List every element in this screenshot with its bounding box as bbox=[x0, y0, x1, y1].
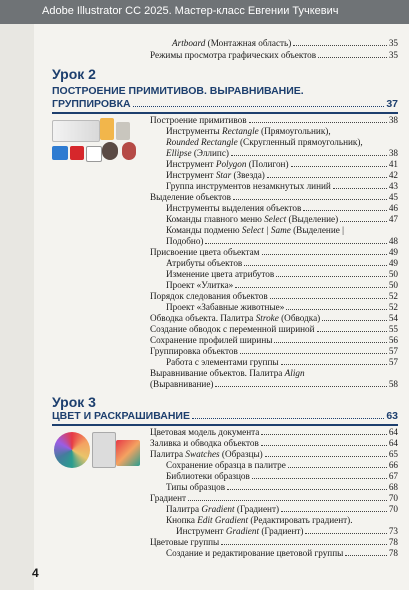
toc-entry: Rounded Rectangle (Скругленный прямоугольник), bbox=[166, 137, 363, 147]
toc-entry: Инструмент Star (Звезда) 42 bbox=[166, 170, 398, 180]
toc-entry: Группировка объектов 57 bbox=[150, 346, 398, 356]
lesson-2-rule bbox=[52, 112, 398, 114]
page-header bbox=[0, 0, 409, 24]
lesson-2-title: ПОСТРОЕНИЕ ПРИМИТИВОВ. ВЫРАВНИВАНИЕ. bbox=[52, 85, 304, 97]
animal-illustration bbox=[122, 142, 136, 160]
toc-entry: Сохранение профилей ширины 56 bbox=[150, 335, 398, 345]
toc-entry: Artboard (Монтажная область) 35 bbox=[172, 38, 398, 48]
page-number: 4 bbox=[32, 566, 39, 580]
toc-entry: Типы образцов 68 bbox=[166, 482, 398, 492]
toc-entry: Инструмент Polygon (Полигон) 41 bbox=[166, 159, 398, 169]
car-illustration bbox=[52, 120, 100, 142]
bird-illustration bbox=[116, 440, 140, 466]
toc-entry: Создание обводок с переменной шириной 55 bbox=[150, 324, 398, 334]
toc-entry: Палитра Swatches (Образцы) 65 bbox=[150, 449, 398, 459]
lesson-2-title-row: ГРУППИРОВКА 37 bbox=[52, 98, 398, 110]
palette-panel-illustration bbox=[92, 432, 116, 468]
toc-entry: Изменение цвета атрибутов 50 bbox=[166, 269, 398, 279]
toc-entry: Работа с элементами группы 57 bbox=[166, 357, 398, 367]
toc-entry: Цветовая модель документа 64 bbox=[150, 427, 398, 437]
toc-entry: Группа инструментов незамкнутых линий 43 bbox=[166, 181, 398, 191]
shape-icon bbox=[70, 146, 84, 160]
toc-entry: Инструменты выделения объектов 46 bbox=[166, 203, 398, 213]
toc-entry: Режимы просмотра графических объектов 35 bbox=[150, 50, 398, 60]
color-flower-illustration bbox=[54, 432, 90, 468]
toc-entry: Палитра Gradient (Градиент) 70 bbox=[166, 504, 398, 514]
toc-entry: Библиотеки образцов 67 bbox=[166, 471, 398, 481]
lesson-3-title-row: ЦВЕТ И РАСКРАШИВАНИЕ 63 bbox=[52, 410, 398, 422]
toc-entry: Ellipse (Эллипс) 38 bbox=[166, 148, 398, 158]
toc-entry: Построение примитивов 38 bbox=[150, 115, 398, 125]
toc-entry: Сохранение образца в палитре 66 bbox=[166, 460, 398, 470]
lesson-3-label: Урок 3 bbox=[52, 394, 96, 410]
lesson-3-rule bbox=[52, 424, 398, 426]
toc-entry: Атрибуты объектов 49 bbox=[166, 258, 398, 268]
toc-entry: Присвоение цвета объектам 49 bbox=[150, 247, 398, 257]
lesson-2-label: Урок 2 bbox=[52, 66, 96, 82]
header-title: Adobe Illustrator CC 2025. Мастер-класс Евгении Тучкевич bbox=[42, 5, 339, 17]
toc-entry: Инструмент Gradient (Градиент) 73 bbox=[176, 526, 398, 536]
toc-entry: Проект «Улитка» 50 bbox=[166, 280, 398, 290]
toc-entry: Заливка и обводка объектов 64 bbox=[150, 438, 398, 448]
toc-entry: Выравнивание объектов. Палитра Align bbox=[150, 368, 305, 378]
shape-icon bbox=[52, 146, 68, 160]
animal-illustration bbox=[102, 142, 118, 160]
toc-entry: Команды подменю Select | Same (Выделение | bbox=[166, 225, 344, 235]
toc-entry: (Выравнивание) 58 bbox=[150, 379, 398, 389]
toc-entry: Кнопка Edit Gradient (Редактировать градиент). bbox=[166, 515, 353, 525]
toc-entry: Обводка объекта. Палитра Stroke (Обводка) 54 bbox=[150, 313, 398, 323]
toc-entry: Создание и редактирование цветовой группы 78 bbox=[166, 548, 398, 558]
toc-entry: Проект «Забавные животные» 52 bbox=[166, 302, 398, 312]
toc-entry: Команды главного меню Select (Выделение) 47 bbox=[166, 214, 398, 224]
toc-entry: Порядок следования объектов 52 bbox=[150, 291, 398, 301]
koala-illustration bbox=[116, 122, 130, 140]
toc-entry: Градиент 70 bbox=[150, 493, 398, 503]
toc-entry: Выделение объектов 45 bbox=[150, 192, 398, 202]
toc-entry: Инструменты Rectangle (Прямоугольник), bbox=[166, 126, 331, 136]
toc-entry: Подобно) 48 bbox=[166, 236, 398, 246]
shape-icon bbox=[86, 146, 102, 162]
giraffe-illustration bbox=[100, 118, 114, 140]
left-margin-band bbox=[0, 24, 34, 590]
toc-entry: Цветовые группы 78 bbox=[150, 537, 398, 547]
